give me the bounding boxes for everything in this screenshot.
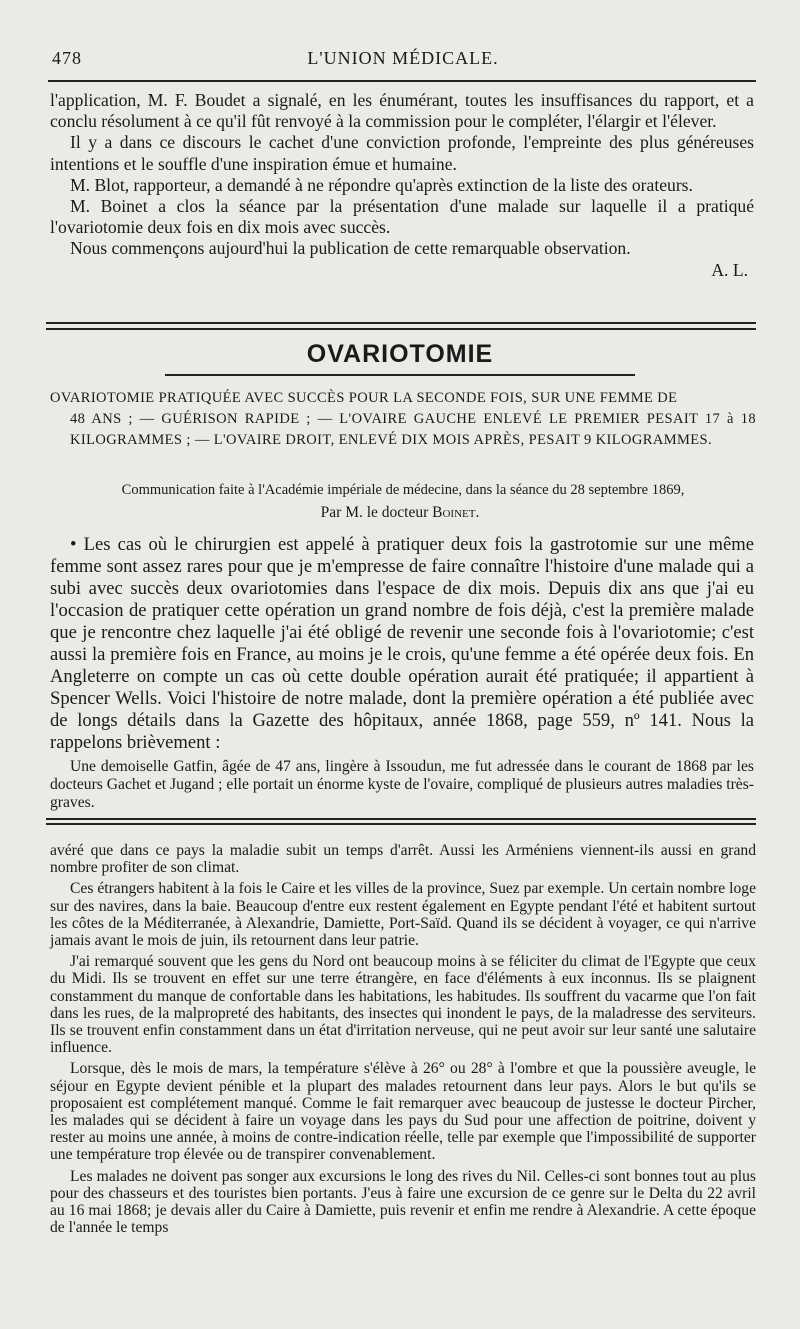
feuilleton-divider bbox=[46, 818, 756, 825]
author-line bbox=[0, 504, 800, 522]
author-name: Boinet. bbox=[432, 504, 480, 521]
feuilleton-paragraph: avéré que dans ce pays la maladie subit un temps d'arrêt. Aussi les Arméniens viennent-ils aussi en grand nombre profiter de son climat. bbox=[50, 842, 756, 877]
case-paragraph: Une demoiselle Gatfin, âgée de 47 ans, lingère à Issoudun, me fut adressée dans le courant de 1868 par les docteurs Gachet et Jugand ; elle portait un énorme kyste de l'ovaire, compliqué de plusieurs autres maladies très-graves. bbox=[50, 758, 754, 811]
intro-paragraph: Il y a dans ce discours le cachet d'une conviction profonde, l'empreinte des plus généreuses intentions et le souffle d'une inspiration émue et humaine. bbox=[50, 132, 754, 174]
intro-paragraph: Nous commençons aujourd'hui la publication de cette remarquable observation. bbox=[70, 238, 631, 259]
article-body bbox=[50, 534, 754, 754]
intro-paragraph: l'application, M. F. Boudet a signalé, en les énumérant, toutes les insuffisances du rapport, et a conclu résolument à ce qu'il fût renvoyé à la commission pour le compléter, l'élargir et l'élever. bbox=[50, 90, 754, 132]
intro-section bbox=[50, 90, 754, 281]
intro-signature: A. L. bbox=[711, 259, 748, 280]
page-header bbox=[50, 42, 756, 76]
title-underline bbox=[165, 374, 635, 376]
intro-paragraph: M. Boinet a clos la séance par la présentation d'une malade sur laquelle il a pratiqué l'ovariotomie deux fois en dix mois avec succès. bbox=[50, 196, 754, 238]
feuilleton-paragraph: J'ai remarqué souvent que les gens du Nord ont beaucoup moins à se féliciter du climat de l'Egypte que ceux du Midi. Ils se trouvent en effet sur une terre étrangère, en face d'éléments à eux inconnus. Ils se plaignent constamment du manque de confortable dans les habitations, les habitudes. Ils souffrent du vacarme que l'on fait dans les rues, de la malpropreté des habitants, des insectes qui inondent le pays, de la maladresse des serviteurs. Ils se trouvent enfin constamment dans un état d'irritation nerveuse, qui ne peut avoir sur leur santé une salutaire influence. bbox=[50, 953, 756, 1057]
feuilleton-paragraph: Ces étrangers habitent à la fois le Caire et les villes de la province, Suez par exemple. Un certain nombre loge sur des navires, dans la baie. Beaucoup d'entre eux restent également en Egypte pendant l'été et habitent surtout les côtes de la Méditerranée, à Alexandrie, Damiette, Port-Saïd. Quand ils se décident à voyager, ce qui n'arrive jamais avant le mois de juin, ils retournent dans leur patrie. bbox=[50, 880, 756, 950]
header-rule bbox=[48, 80, 756, 82]
case-history bbox=[50, 758, 754, 812]
author-prefix: Par M. le docteur bbox=[320, 504, 429, 521]
article-title: OVARIOTOMIE bbox=[306, 340, 494, 368]
section-divider bbox=[46, 322, 756, 330]
subtitle-first-line: OVARIOTOMIE PRATIQUÉE AVEC SUCCÈS POUR LA SECONDE FOIS, SUR UNE FEMME DE bbox=[50, 390, 678, 406]
feuilleton-paragraph: Les malades ne doivent pas songer aux excursions le long des rives du Nil. Celles-ci sont bonnes tout au plus pour des chasseurs et des touristes bien portants. J'eus à faire une excursion de ce genre sur le Delta du 22 avril au 16 mai 1868; je devais aller du Caire à Damiette, puis revenir et enfin me rendre à Alexandrie. A cette époque de l'année le temps bbox=[50, 1167, 756, 1237]
article-subtitle bbox=[50, 388, 756, 451]
communication-note: Communication faite à l'Académie impériale de médecine, dans la séance du 28 septembre 1869, bbox=[121, 482, 685, 498]
subtitle-continuation: 48 ANS ; — GUÉRISON RAPIDE ; — L'OVAIRE GAUCHE ENLEVÉ LE PREMIER PESAIT 17 à 18 KILOGRAMMES ; — L'OVAIRE DROIT, ENLEVÉ DIX MOIS APRÈS, PESAIT 9 KILOGRAMMES. bbox=[70, 411, 756, 448]
intro-paragraph: M. Blot, rapporteur, a demandé à ne répondre qu'après extinction de la liste des orateurs. bbox=[70, 174, 693, 195]
feuilleton-paragraph: Lorsque, dès le mois de mars, la température s'élève à 26° ou 28° à l'ombre et que la poussière aveugle, le séjour en Egypte devient pénible et la plupart des malades retournent dans leur pays. Alors le but qu'ils se proposaient est complétement manqué. Comme le fait remarquer avec beaucoup de justesse le docteur Pircher, les malades qui se décident à faire un voyage dans les pays du Sud pour une affection de poitrine, doivent y rester au moins une année, à moins de contre-indication réelle, telle par exemple que l'impossibilité de supporter une température trop élevée ou de transpirer convenablement. bbox=[50, 1060, 756, 1164]
feuilleton-section bbox=[50, 842, 756, 1240]
body-paragraph: • Les cas où le chirurgien est appelé à pratiquer deux fois la gastrotomie sur une même femme sont assez rares pour que je m'empresse de faire connaître l'histoire d'une malade qui a subi avec succès deux ovariotomies dans l'espace de dix mois. Depuis dix ans que j'ai eu l'occasion de pratiquer cette opération un grand nombre de fois déjà, c'est la première malade que je rencontre chez laquelle j'ai été obligé de revenir une seconde fois à l'ovariotomie; c'est aussi la première fois en France, au moins je le crois, qu'une femme a été opérée deux fois. En Angleterre on compte un cas où cette double opération aurait été pratiquée; il appartient à Spencer Wells. Voici l'histoire de notre malade, dont la première opération a été publiée avec de longs détails dans la Gazette des hôpitaux, année 1868, page 559, nº 141. Nous la rappelons brièvement : bbox=[50, 534, 754, 753]
journal-title: L'UNION MÉDICALE. bbox=[307, 48, 499, 68]
page-number: 478 bbox=[52, 48, 82, 68]
